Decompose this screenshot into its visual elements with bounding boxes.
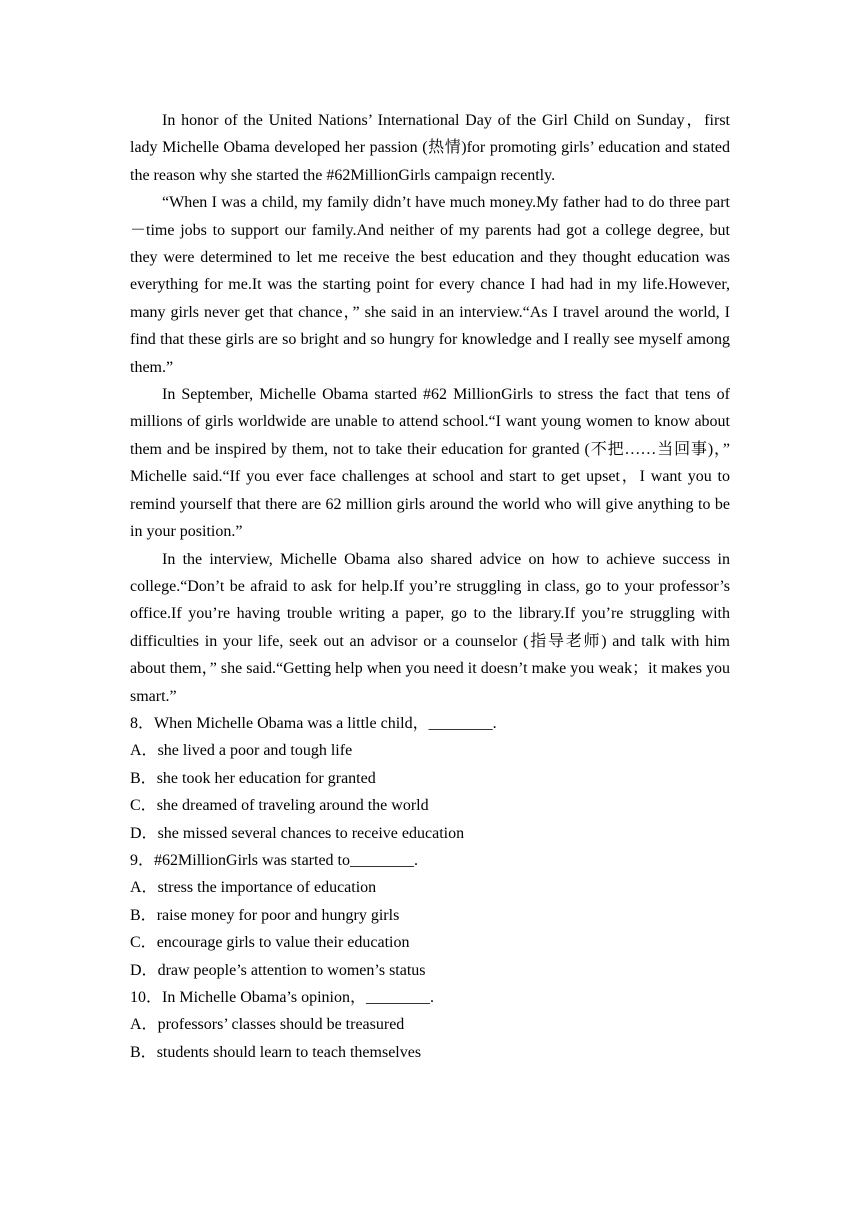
answer-option (130, 874, 730, 901)
option-label: A． (130, 742, 158, 760)
answer-option (130, 765, 730, 792)
question-text: When Michelle Obama was a little child，________. (154, 714, 497, 732)
option-text: students should learn to teach themselves (156, 1043, 422, 1061)
option-text: draw people’s attention to women’s status (157, 961, 426, 979)
option-text: she dreamed of traveling around the world (156, 797, 429, 815)
answer-option (130, 1039, 730, 1066)
passage-paragraph: In honor of the United Nations’ International Day of the Girl Child on Sunday，first lady Michelle Obama developed her passion (热情)for promoting girls’ education and stated the reason why she started the #62MillionGirls campaign recently. (130, 112, 731, 184)
option-label: B． (130, 769, 157, 787)
question-text: #62MillionGirls was started to________. (154, 851, 418, 869)
option-text: she lived a poor and tough life (157, 742, 353, 760)
option-label: A． (130, 879, 158, 897)
answer-option (130, 1011, 730, 1038)
option-text: professors’ classes should be treasured (157, 1016, 405, 1034)
question-number: 8． (130, 714, 155, 732)
option-text: encourage girls to value their education (156, 934, 410, 952)
question-number: 9． (130, 851, 155, 869)
option-label: D． (130, 824, 158, 842)
option-label: A． (130, 1016, 158, 1034)
answer-option (130, 957, 730, 984)
option-label: C． (130, 934, 157, 952)
question-stem (130, 710, 730, 737)
question-9 (130, 847, 730, 984)
question-stem (130, 984, 730, 1011)
option-label: B． (130, 906, 157, 924)
question-10 (130, 984, 730, 1066)
reading-passage (130, 107, 730, 710)
answer-option (130, 820, 730, 847)
option-label: C． (130, 797, 157, 815)
passage-paragraph: “When I was a child, my family didn’t have much money.My father had to do three part－time jobs to support our family.And neither of my parents had got a college degree, but they were determined to let me receive the best education and they thought education was everything for me.It was the starting point for every chance I had had in my life.However, many girls never get that chance，” she said in an interview.“As I travel around the world, I find that these girls are so bright and so hungry for knowledge and I really see myself among them.” (130, 194, 730, 376)
option-label: D． (130, 961, 158, 979)
passage-paragraph: In September, Michelle Obama started #62 MillionGirls to stress the fact that tens of millions of girls worldwide are unable to attend school.“I want young women to know about them and be inspired by them, not to take their education for granted (不把……当回事)，” Michelle said.“If you ever face challenges at school and start to get upset，I want you to remind yourself that there are 62 million girls around the world who will give anything to be in your position.” (130, 386, 730, 541)
option-text: she missed several chances to receive education (157, 824, 465, 842)
option-text: raise money for poor and hungry girls (156, 906, 400, 924)
answer-option (130, 929, 730, 956)
question-stem (130, 847, 730, 874)
answer-option (130, 737, 730, 764)
question-8 (130, 710, 730, 847)
document-page (130, 107, 730, 1066)
option-text: she took her education for granted (156, 769, 376, 787)
answer-option (130, 902, 730, 929)
option-text: stress the importance of education (157, 879, 377, 897)
passage-paragraph: In the interview, Michelle Obama also shared advice on how to achieve success in college.“Don’t be afraid to ask for help.If you’re struggling in class, go to your professor’s office.If you’re having trouble writing a paper, go to the library.If you’re struggling with difficulties in your life, seek out an advisor or a counselor (指导老师) and talk with him about them，” she said.“Getting help when you need it doesn’t make you weak；it makes you smart.” (130, 550, 730, 705)
question-number: 10． (130, 989, 163, 1006)
option-label: B． (130, 1043, 157, 1061)
question-text: In Michelle Obama’s opinion，________. (162, 989, 434, 1006)
answer-option (130, 792, 730, 819)
